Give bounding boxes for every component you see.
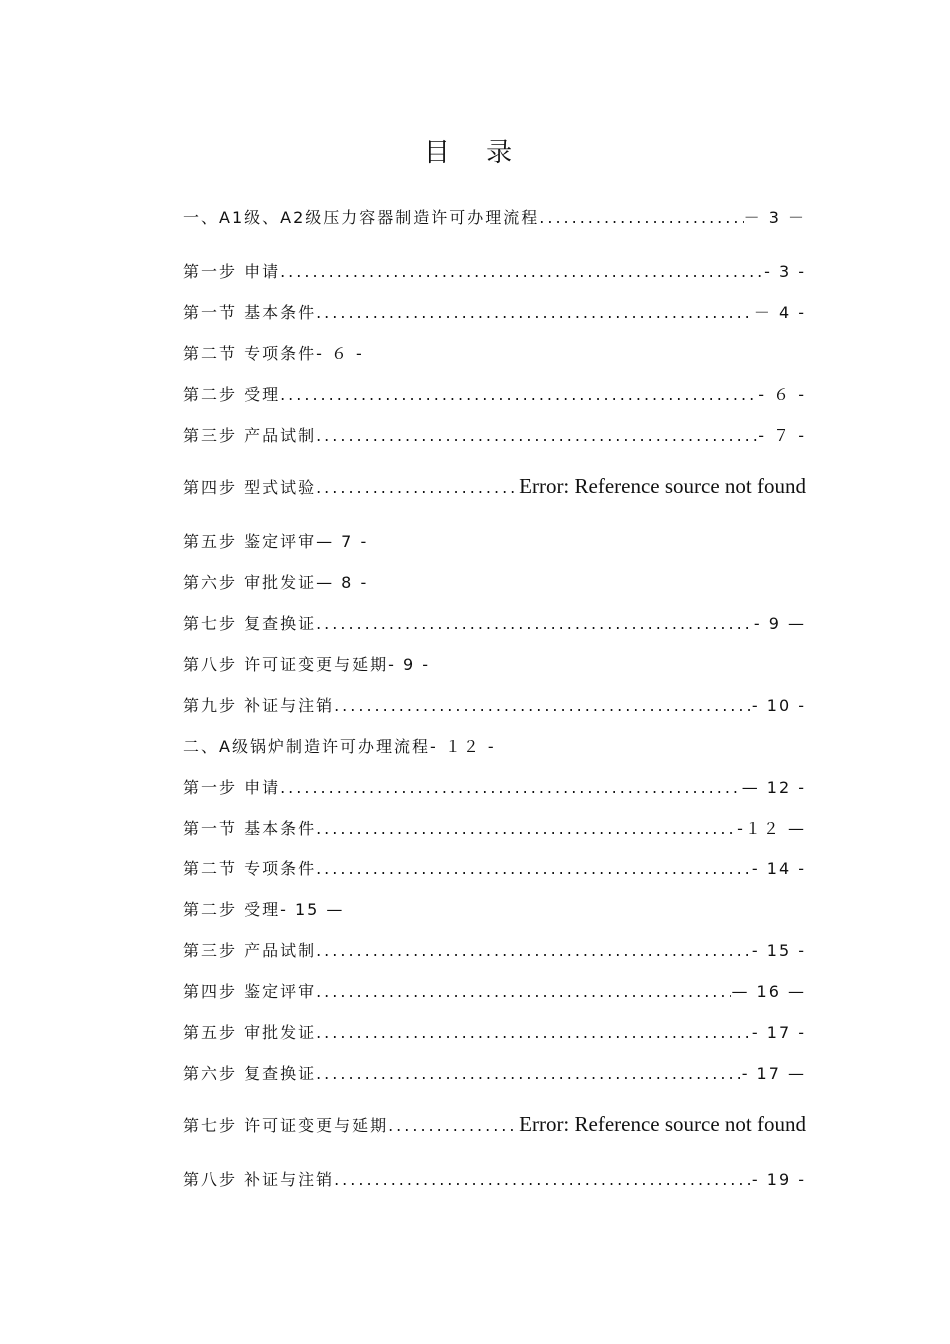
- toc-entry-5[interactable]: [183, 382, 806, 405]
- dot-leader: [316, 819, 737, 838]
- toc-entry-label: 第六步 复查换证: [183, 1064, 317, 1083]
- dot-leader: [316, 982, 731, 1001]
- toc-entry-1[interactable]: [183, 205, 806, 228]
- toc-page-number: - 9 -: [388, 655, 430, 674]
- toc-entry-14[interactable]: [183, 775, 806, 798]
- toc-page-number: -１２ —: [737, 819, 806, 838]
- toc-entry-label: 第一步 申请: [183, 262, 281, 281]
- toc-entry-18[interactable]: [183, 938, 806, 961]
- toc-entry-7[interactable]: [183, 474, 806, 499]
- dot-leader: [334, 696, 752, 715]
- toc-page-number: - 3 -: [764, 262, 806, 281]
- toc-entry-label: 第八步 许可证变更与延期: [183, 655, 389, 674]
- toc-entry-label: 第四步 鉴定评审: [183, 982, 317, 1001]
- toc-page-number: — 8 -: [316, 573, 369, 592]
- toc-entry-label: 第二步 受理: [183, 900, 281, 919]
- dot-leader: [316, 614, 754, 633]
- toc-reference-error: Error: Reference source not found: [519, 1112, 806, 1136]
- dot-leader: [316, 303, 754, 322]
- toc-entry-label: 第五步 审批发证: [183, 1023, 317, 1042]
- toc-entry-label: 第二节 专项条件: [183, 859, 317, 878]
- toc-entry-label: 第五步 鉴定评审: [183, 532, 317, 551]
- dot-leader: [316, 478, 519, 497]
- toc-entry-11[interactable]: [183, 652, 806, 675]
- toc-entry-label: 第七步 复查换证: [183, 614, 317, 633]
- toc-entry-label: 第八步 补证与注销: [183, 1170, 335, 1189]
- dot-leader: [280, 262, 764, 281]
- dot-leader: [316, 1023, 752, 1042]
- toc-title: 目 录: [423, 138, 527, 168]
- toc-page-number: - 15 -: [751, 941, 806, 960]
- toc-page-number: - 9 —: [753, 614, 806, 633]
- toc-entry-21[interactable]: [183, 1061, 806, 1084]
- toc-page-number: - 17 —: [741, 1064, 806, 1083]
- toc-entry-13[interactable]: [183, 734, 806, 757]
- toc-entry-2[interactable]: [183, 259, 806, 282]
- toc-entry-12[interactable]: [183, 693, 806, 716]
- dot-leader: [334, 1170, 752, 1189]
- toc-entry-label: 第七步 许可证变更与延期: [183, 1116, 389, 1135]
- toc-page-number: — 7 -: [316, 532, 369, 551]
- toc-entry-label: 第二节 专项条件: [183, 344, 317, 363]
- toc-entry-10[interactable]: [183, 611, 806, 634]
- toc-entry-label: 第一步 申请: [183, 778, 281, 797]
- toc-entry-label: 第六步 审批发证: [183, 573, 317, 592]
- toc-page-number: - ６ -: [316, 344, 364, 363]
- toc-entry-label: 第一节 基本条件: [183, 819, 317, 838]
- toc-entry-label: 第四步 型式试验: [183, 478, 317, 497]
- toc-page-number: - 14 -: [751, 859, 806, 878]
- toc-entry-16[interactable]: [183, 856, 806, 879]
- toc-page-number: - 17 -: [751, 1023, 806, 1042]
- toc-entry-20[interactable]: [183, 1020, 806, 1043]
- toc-page-number: － 3 －: [743, 208, 806, 227]
- dot-leader: [316, 941, 752, 960]
- toc-entry-15[interactable]: [183, 816, 806, 839]
- toc-entry-6[interactable]: [183, 423, 806, 446]
- toc-entry-4[interactable]: [183, 341, 806, 364]
- toc-page-number: - ７ -: [758, 426, 806, 445]
- toc-entry-22[interactable]: [183, 1112, 806, 1137]
- toc-page-number: — 16 —: [731, 982, 806, 1001]
- dot-leader: [539, 208, 743, 227]
- toc-entry-label: 二、A级锅炉制造许可办理流程: [183, 737, 430, 756]
- dot-leader: [388, 1116, 519, 1135]
- toc-entry-label: 一、A1级、A2级压力容器制造许可办理流程: [183, 208, 540, 227]
- toc-entry-3[interactable]: [183, 300, 806, 323]
- toc-page-number: - ６ -: [758, 385, 806, 404]
- toc-entry-17[interactable]: [183, 897, 806, 920]
- toc-page-number: — 12 -: [741, 778, 806, 797]
- toc-entry-label: 第一节 基本条件: [183, 303, 317, 322]
- dot-leader: [280, 385, 758, 404]
- toc-page-number: - １２ -: [429, 737, 496, 756]
- toc-entry-8[interactable]: [183, 529, 806, 552]
- toc-entry-label: 第三步 产品试制: [183, 426, 317, 445]
- toc-page-number: - 19 -: [751, 1170, 806, 1189]
- toc-page-number: - 15 —: [280, 900, 345, 919]
- toc-reference-error: Error: Reference source not found: [519, 474, 806, 498]
- dot-leader: [280, 778, 742, 797]
- dot-leader: [316, 426, 758, 445]
- toc-entry-23[interactable]: [183, 1167, 806, 1190]
- dot-leader: [316, 859, 752, 878]
- toc-page-number: - 10 -: [751, 696, 806, 715]
- toc-entry-19[interactable]: [183, 979, 806, 1002]
- toc-entry-9[interactable]: [183, 570, 806, 593]
- dot-leader: [316, 1064, 742, 1083]
- toc-page-number: － 4 -: [753, 303, 806, 322]
- toc-entry-label: 第二步 受理: [183, 385, 281, 404]
- toc-entry-label: 第三步 产品试制: [183, 941, 317, 960]
- toc-entry-label: 第九步 补证与注销: [183, 696, 335, 715]
